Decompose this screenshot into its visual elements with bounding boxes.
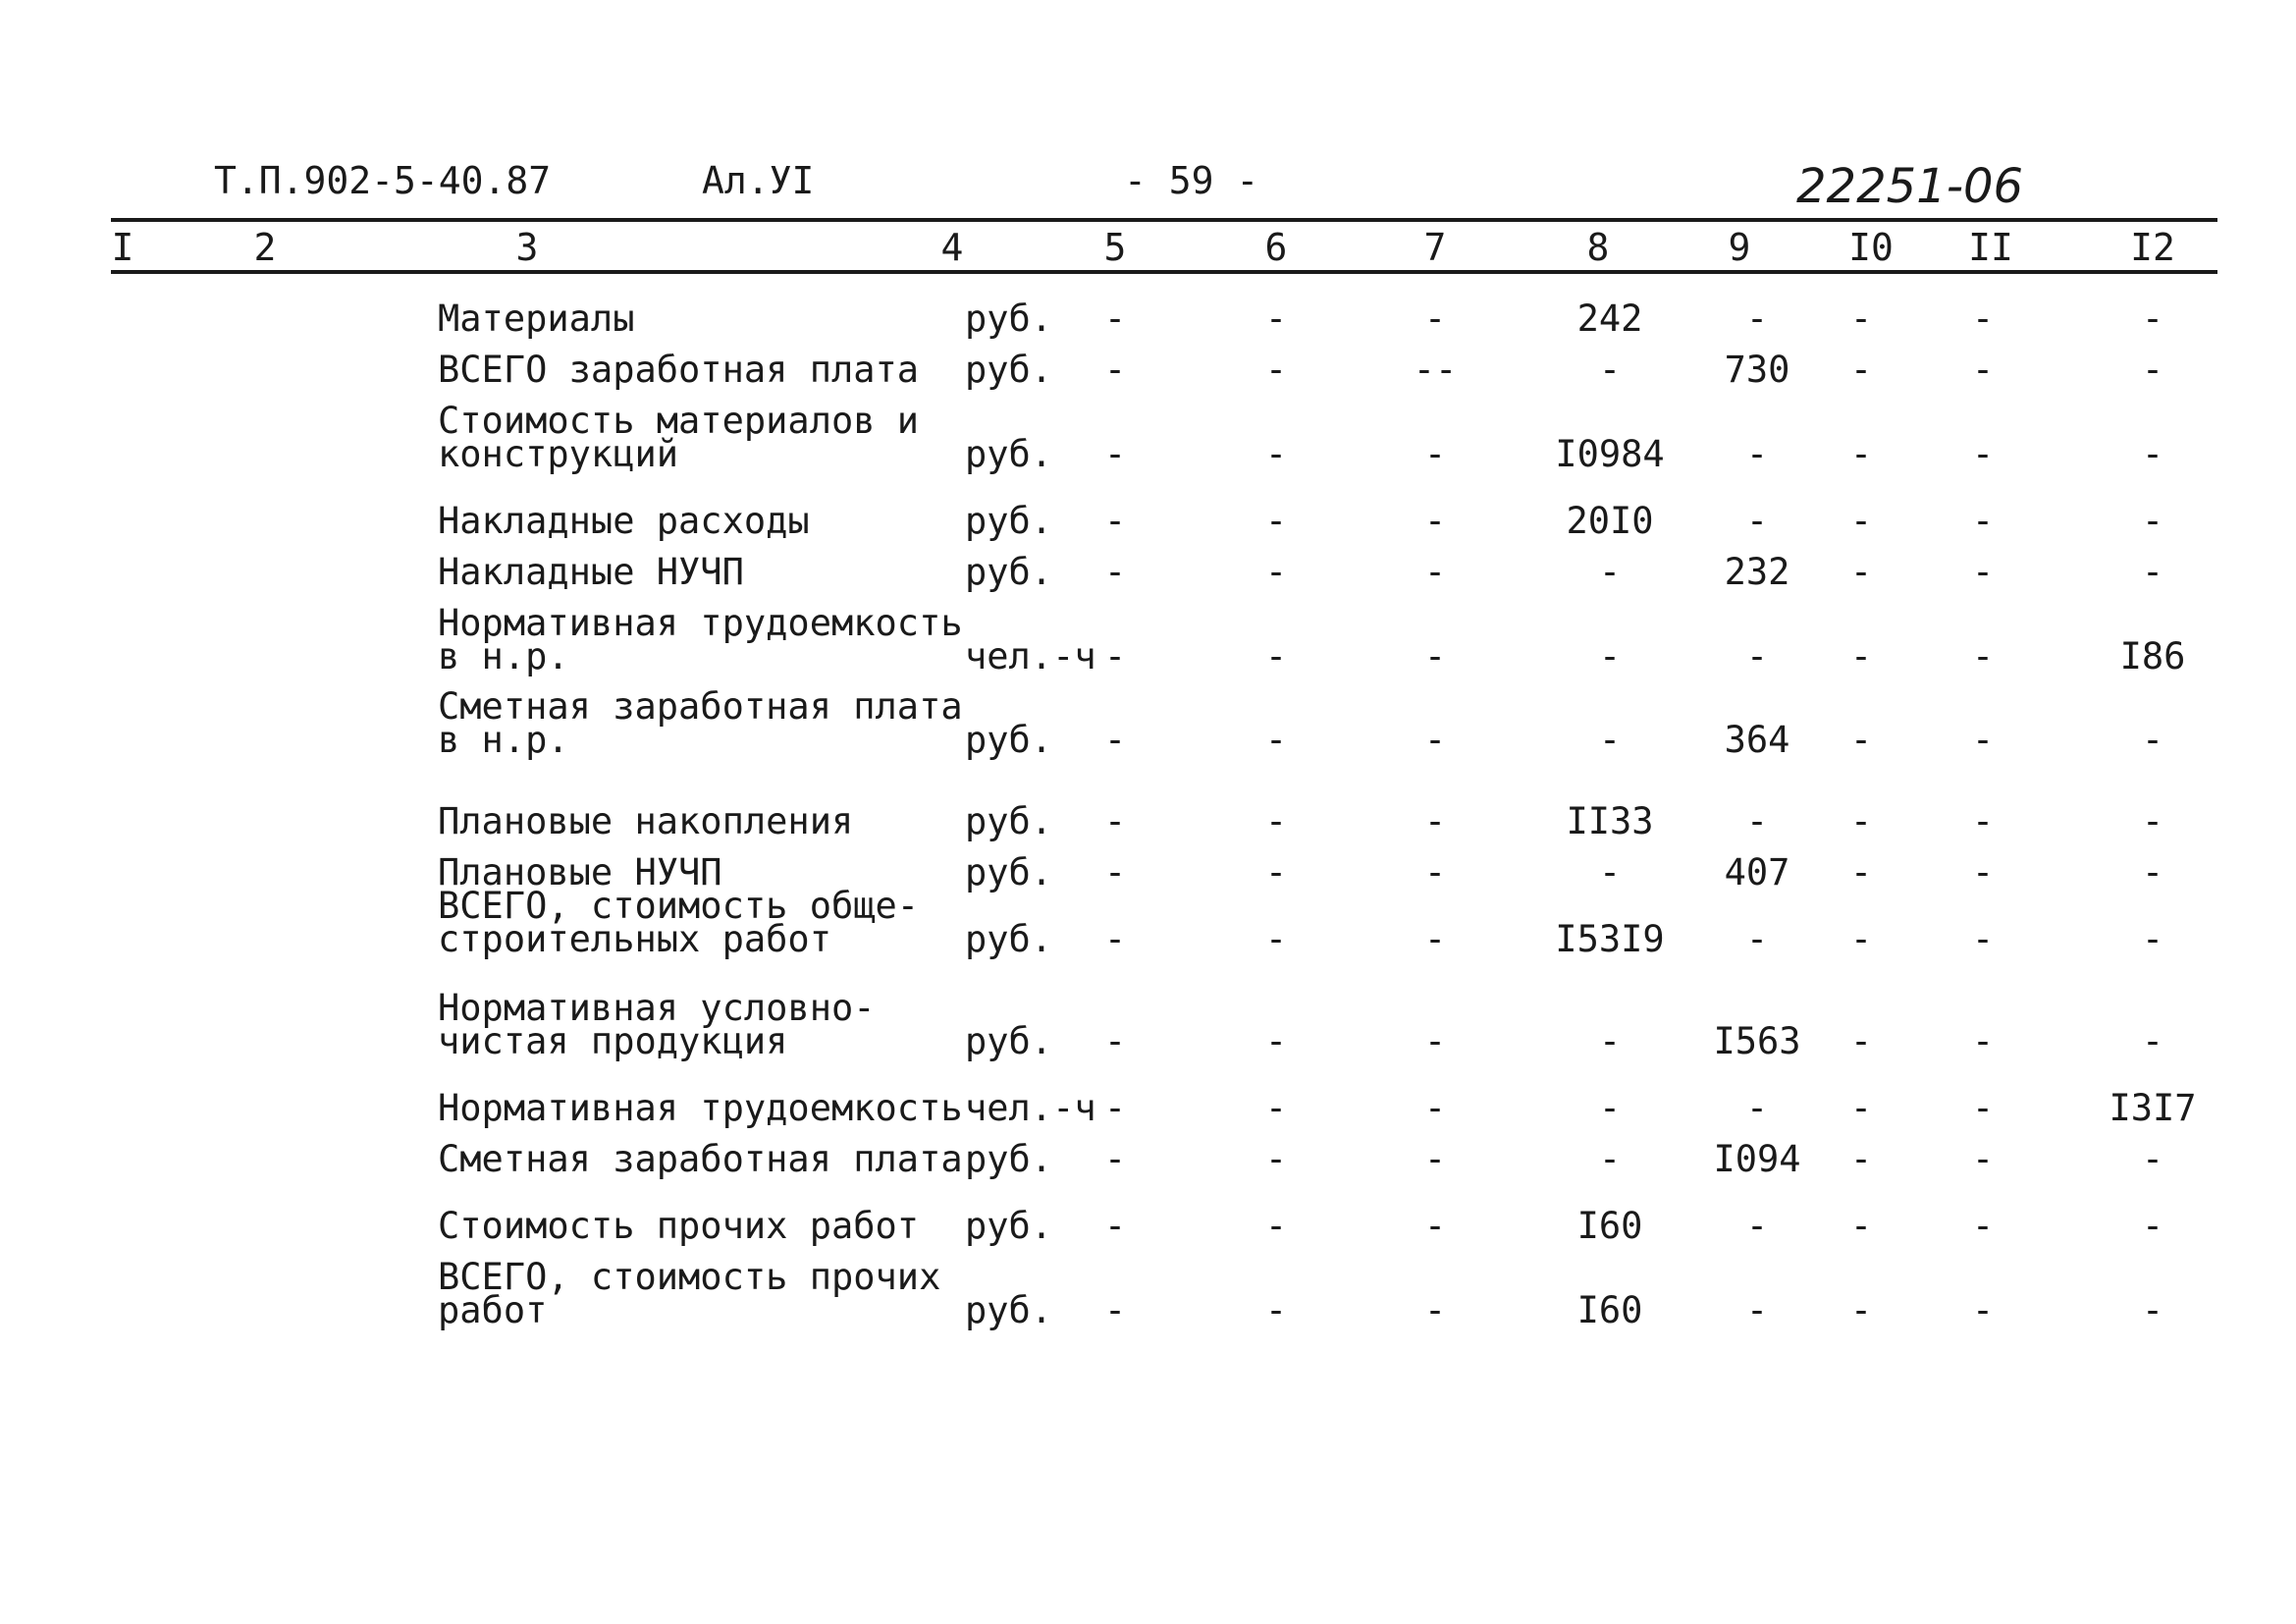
cell-c12: - xyxy=(2141,851,2164,893)
cell-c8: I53I9 xyxy=(1555,918,1665,960)
cell-c10: - xyxy=(1849,800,1873,842)
row-unit: руб. xyxy=(965,800,1053,842)
cell-c9: - xyxy=(1745,1289,1769,1331)
row-name: Нормативная трудоемкость в н.р. xyxy=(438,602,963,677)
album-number: Ал.УI xyxy=(702,159,815,202)
cell-c11: - xyxy=(1971,298,1995,340)
column-header: II xyxy=(1968,226,2013,269)
cell-c8: - xyxy=(1598,1020,1622,1062)
cell-c12: - xyxy=(2141,1138,2164,1180)
cell-c12: - xyxy=(2141,800,2164,842)
cell-c7: - xyxy=(1423,1087,1447,1129)
cell-c7: - xyxy=(1423,500,1447,542)
cell-c11: - xyxy=(1971,918,1995,960)
cell-c6: - xyxy=(1264,719,1288,761)
cell-c9: I563 xyxy=(1713,1020,1801,1062)
row-unit: руб. xyxy=(965,719,1053,761)
column-header: 4 xyxy=(940,226,964,269)
row-name: Стоимость прочих работ xyxy=(438,1205,920,1247)
cell-c10: - xyxy=(1849,551,1873,593)
row-unit: чел.-ч xyxy=(965,1087,1096,1129)
cell-c12: - xyxy=(2141,551,2164,593)
row-unit: руб. xyxy=(965,349,1053,391)
row-name: ВСЕГО, стоимость прочих работ xyxy=(438,1256,941,1331)
cell-c8: - xyxy=(1598,1138,1622,1180)
cell-c9: I094 xyxy=(1713,1138,1801,1180)
cell-c5: - xyxy=(1103,635,1127,677)
cell-c11: - xyxy=(1971,851,1995,893)
cell-c5: - xyxy=(1103,1205,1127,1247)
cell-c10: - xyxy=(1849,298,1873,340)
cell-c10: - xyxy=(1849,851,1873,893)
cell-c7: - xyxy=(1423,800,1447,842)
cell-c5: - xyxy=(1103,918,1127,960)
cell-c7: - xyxy=(1423,851,1447,893)
cell-c11: - xyxy=(1971,1205,1995,1247)
cell-c11: - xyxy=(1971,349,1995,391)
cell-c6: - xyxy=(1264,800,1288,842)
table-top-rule xyxy=(111,218,2217,222)
cell-c9: 730 xyxy=(1724,349,1790,391)
cell-c10: - xyxy=(1849,433,1873,475)
cell-c12: - xyxy=(2141,1289,2164,1331)
cell-c10: - xyxy=(1849,1087,1873,1129)
column-header: 2 xyxy=(253,226,277,269)
row-unit: руб. xyxy=(965,1205,1053,1247)
cell-c12: I3I7 xyxy=(2109,1087,2197,1129)
column-header: 3 xyxy=(515,226,539,269)
row-name: Стоимость материалов и конструкций xyxy=(438,400,920,475)
cell-c12: - xyxy=(2141,298,2164,340)
inventory-number: 22251-06 xyxy=(1796,159,2024,214)
cell-c11: - xyxy=(1971,1138,1995,1180)
row-name: Плановые НУЧП xyxy=(438,851,722,893)
cell-c12: - xyxy=(2141,349,2164,391)
row-name: ВСЕГО, стоимость обще- строительных работ xyxy=(438,885,920,960)
cell-c10: - xyxy=(1849,500,1873,542)
cell-c11: - xyxy=(1971,433,1995,475)
row-unit: чел.-ч xyxy=(965,635,1096,677)
cell-c10: - xyxy=(1849,1289,1873,1331)
cell-c7: - xyxy=(1423,551,1447,593)
column-header: I2 xyxy=(2130,226,2175,269)
row-unit: руб. xyxy=(965,551,1053,593)
cell-c9: - xyxy=(1745,918,1769,960)
cell-c5: - xyxy=(1103,851,1127,893)
cell-c10: - xyxy=(1849,1205,1873,1247)
cell-c8: - xyxy=(1598,851,1622,893)
cell-c7: - xyxy=(1423,1289,1447,1331)
cell-c12: - xyxy=(2141,500,2164,542)
cell-c10: - xyxy=(1849,719,1873,761)
cell-c9: 232 xyxy=(1724,551,1790,593)
cell-c5: - xyxy=(1103,349,1127,391)
cell-c5: - xyxy=(1103,1138,1127,1180)
cell-c8: - xyxy=(1598,635,1622,677)
cell-c12: - xyxy=(2141,719,2164,761)
cell-c6: - xyxy=(1264,1087,1288,1129)
cell-c6: - xyxy=(1264,500,1288,542)
cell-c6: - xyxy=(1264,551,1288,593)
column-header: I0 xyxy=(1848,226,1894,269)
cell-c11: - xyxy=(1971,1289,1995,1331)
cell-c9: - xyxy=(1745,500,1769,542)
cell-c5: - xyxy=(1103,1289,1127,1331)
cell-c12: - xyxy=(2141,433,2164,475)
cell-c8: I60 xyxy=(1576,1205,1643,1247)
cell-c7: - xyxy=(1423,1020,1447,1062)
cell-c5: - xyxy=(1103,500,1127,542)
cell-c6: - xyxy=(1264,433,1288,475)
cell-c11: - xyxy=(1971,800,1995,842)
cell-c6: - xyxy=(1264,1289,1288,1331)
document-code: Т.П.902-5-40.87 xyxy=(214,159,552,202)
row-name: Сметная заработная плата xyxy=(438,1138,963,1180)
cell-c12: I86 xyxy=(2119,635,2186,677)
cell-c7: -- xyxy=(1413,349,1458,391)
cell-c9: - xyxy=(1745,433,1769,475)
cell-c6: - xyxy=(1264,349,1288,391)
column-header: I xyxy=(111,226,134,269)
row-unit: руб. xyxy=(965,433,1053,475)
cell-c5: - xyxy=(1103,800,1127,842)
cell-c10: - xyxy=(1849,635,1873,677)
row-unit: руб. xyxy=(965,1138,1053,1180)
cell-c9: - xyxy=(1745,1205,1769,1247)
cell-c5: - xyxy=(1103,551,1127,593)
row-unit: руб. xyxy=(965,298,1053,340)
cell-c11: - xyxy=(1971,719,1995,761)
row-name: Накладные НУЧП xyxy=(438,551,744,593)
cell-c7: - xyxy=(1423,433,1447,475)
cell-c11: - xyxy=(1971,1020,1995,1062)
cell-c9: - xyxy=(1745,1087,1769,1129)
cell-c11: - xyxy=(1971,1087,1995,1129)
row-name: ВСЕГО заработная плата xyxy=(438,349,920,391)
cell-c7: - xyxy=(1423,918,1447,960)
cell-c5: - xyxy=(1103,1020,1127,1062)
cell-c12: - xyxy=(2141,918,2164,960)
cell-c12: - xyxy=(2141,1020,2164,1062)
cell-c10: - xyxy=(1849,918,1873,960)
cell-c11: - xyxy=(1971,551,1995,593)
cell-c8: 20I0 xyxy=(1566,500,1654,542)
row-unit: руб. xyxy=(965,851,1053,893)
row-unit: руб. xyxy=(965,1020,1053,1062)
cell-c5: - xyxy=(1103,1087,1127,1129)
cell-c5: - xyxy=(1103,719,1127,761)
cell-c10: - xyxy=(1849,1020,1873,1062)
row-name: Накладные расходы xyxy=(438,500,810,542)
cell-c8: II33 xyxy=(1566,800,1654,842)
cell-c11: - xyxy=(1971,500,1995,542)
cell-c8: - xyxy=(1598,551,1622,593)
row-unit: руб. xyxy=(965,918,1053,960)
row-unit: руб. xyxy=(965,1289,1053,1331)
row-name: Плановые накопления xyxy=(438,800,854,842)
cell-c9: - xyxy=(1745,800,1769,842)
column-header: 8 xyxy=(1586,226,1610,269)
column-header: 7 xyxy=(1423,226,1447,269)
cell-c7: - xyxy=(1423,1205,1447,1247)
column-header: 9 xyxy=(1728,226,1751,269)
cell-c9: - xyxy=(1745,298,1769,340)
cell-c11: - xyxy=(1971,635,1995,677)
cell-c8: - xyxy=(1598,1087,1622,1129)
column-header: 6 xyxy=(1264,226,1288,269)
cell-c8: I0984 xyxy=(1555,433,1665,475)
cell-c10: - xyxy=(1849,1138,1873,1180)
cell-c8: - xyxy=(1598,719,1622,761)
cell-c7: - xyxy=(1423,719,1447,761)
cell-c6: - xyxy=(1264,635,1288,677)
cell-c6: - xyxy=(1264,851,1288,893)
cell-c6: - xyxy=(1264,1205,1288,1247)
cell-c5: - xyxy=(1103,433,1127,475)
cell-c9: 407 xyxy=(1724,851,1790,893)
cell-c6: - xyxy=(1264,918,1288,960)
cell-c8: - xyxy=(1598,349,1622,391)
row-name: Нормативная условно- чистая продукция xyxy=(438,987,876,1062)
cell-c5: - xyxy=(1103,298,1127,340)
cell-c6: - xyxy=(1264,298,1288,340)
cell-c7: - xyxy=(1423,635,1447,677)
row-name: Материалы xyxy=(438,298,635,340)
cell-c7: - xyxy=(1423,1138,1447,1180)
cell-c10: - xyxy=(1849,349,1873,391)
cell-c6: - xyxy=(1264,1020,1288,1062)
cell-c6: - xyxy=(1264,1138,1288,1180)
column-header: 5 xyxy=(1103,226,1127,269)
page-number: - 59 - xyxy=(1124,159,1259,202)
table-header-rule xyxy=(111,270,2217,274)
cell-c8: 242 xyxy=(1576,298,1643,340)
cell-c8: I60 xyxy=(1576,1289,1643,1331)
cell-c7: - xyxy=(1423,298,1447,340)
row-name: Нормативная трудоемкость xyxy=(438,1087,963,1129)
row-unit: руб. xyxy=(965,500,1053,542)
cell-c12: - xyxy=(2141,1205,2164,1247)
cell-c9: - xyxy=(1745,635,1769,677)
row-name: Сметная заработная плата в н.р. xyxy=(438,685,963,761)
cell-c9: 364 xyxy=(1724,719,1790,761)
